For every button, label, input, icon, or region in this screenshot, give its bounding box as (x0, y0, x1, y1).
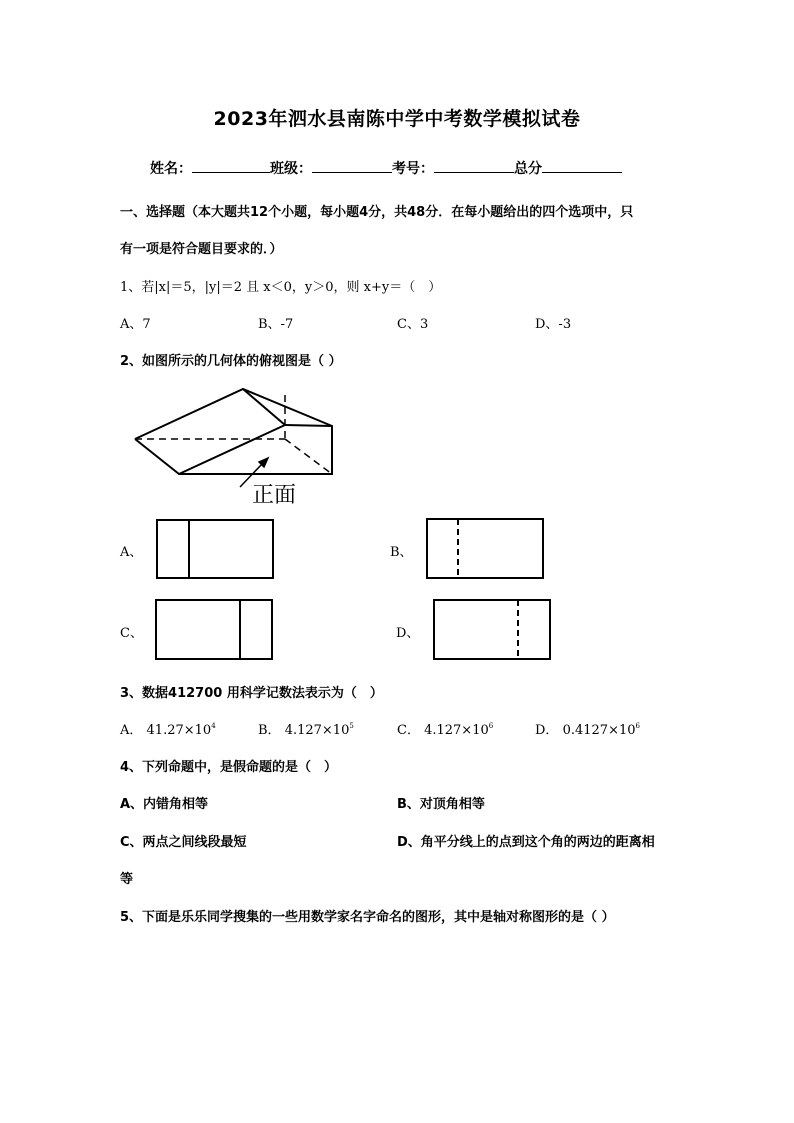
q3-option-a: A． $41.27\times 10^4$ (120, 722, 216, 738)
q1-stem: 1、若|x|＝5，|y|＝2 且 x＜0，y＞0，则 x+y＝（ ） (120, 280, 442, 295)
q2-front-label: 正面 (252, 483, 297, 508)
class-label: 班级： (270, 161, 312, 177)
q4-option-a: A、内错角相等 (120, 797, 209, 812)
name-label: 姓名： (150, 161, 192, 177)
q4-option-d: D、角平分线上的点到这个角的两边的距离相 (397, 835, 655, 850)
q4-option-b: B、对顶角相等 (397, 797, 485, 812)
q2-option-c-label: C、 (120, 626, 143, 641)
total-blank (542, 158, 622, 173)
q2-option-c-figure (155, 599, 273, 660)
q1-option-d: D、-3 (535, 317, 572, 332)
q1-option-a: A、7 (120, 317, 151, 332)
q2-option-a-figure (156, 519, 274, 579)
student-info-line (150, 158, 622, 178)
q4-stem: 4、下列命题中，是假命题的是（ ） (120, 760, 338, 775)
q1-option-b: B、-7 (258, 317, 294, 332)
q2-stem: 2、如图所示的几何体的俯视图是（ ） (120, 354, 342, 369)
q5-stem: 5、下面是乐乐同学搜集的一些用数学家名字命名的图形，其中是轴对称图形的是（ ） (120, 910, 615, 925)
page-title: 2023年泗水县南陈中学中考数学模拟试卷 (213, 108, 581, 130)
q3-option-c: C． $4.127\times 10^6$ (397, 722, 494, 738)
q3-stem: 3、数据412700 用科学记数法表示为（ ） (120, 686, 383, 701)
q4-option-c: C、两点之间线段最短 (120, 835, 247, 850)
q4-option-d-wrap: 等 (120, 872, 134, 887)
q1-option-c: C、3 (397, 317, 429, 332)
q2-solid-figure (125, 383, 350, 503)
total-label: 总分 (514, 161, 542, 177)
exam-no-blank (434, 158, 514, 173)
section-heading-line2: 有一项是符合题目要求的．） (120, 242, 283, 257)
q3-option-d: D． $0.4127\times 10^6$ (535, 722, 640, 738)
q2-option-a-label: A、 (120, 545, 143, 560)
exam-no-label: 考号： (392, 161, 434, 177)
q3-option-b: B． $4.127\times 10^5$ (258, 722, 354, 738)
q2-option-b-label: B、 (390, 545, 413, 560)
class-blank (312, 158, 392, 173)
q2-option-d-figure (433, 599, 551, 660)
section-heading-line1: 一、选择题（本大题共12个小题，每小题4分，共48分．在每小题给出的四个选项中，只 (120, 205, 634, 220)
q2-option-b-figure (426, 518, 544, 579)
q2-option-d-label: D、 (396, 626, 420, 641)
name-blank (192, 158, 270, 173)
